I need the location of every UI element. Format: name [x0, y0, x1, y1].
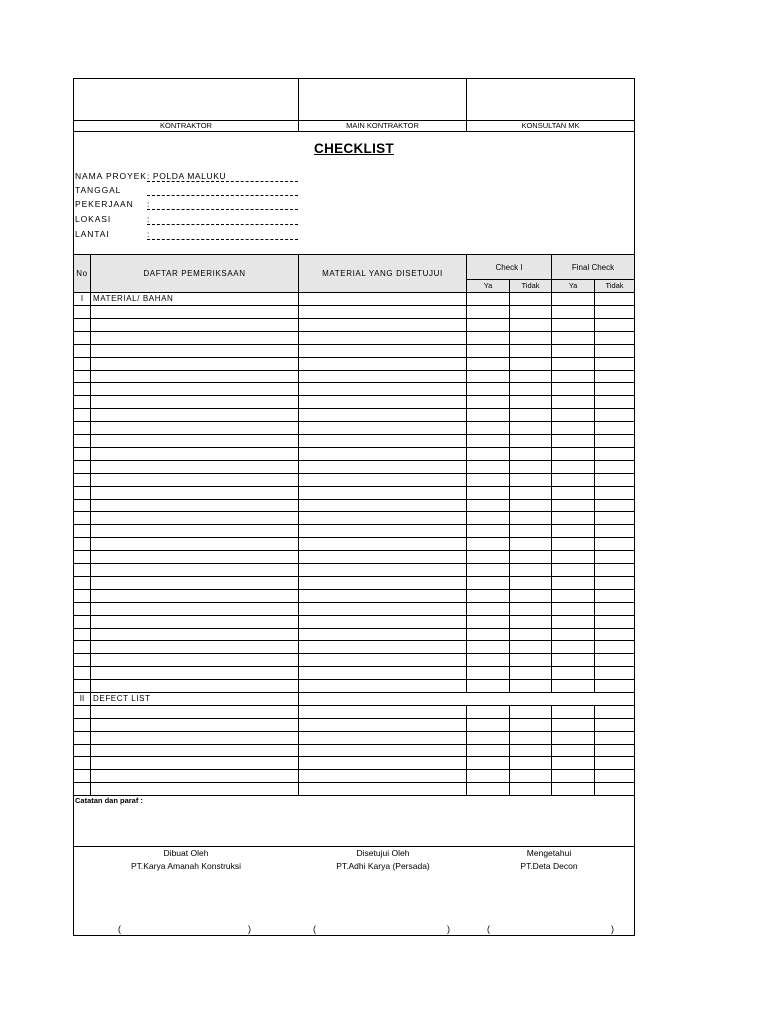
grid-line: [74, 318, 634, 319]
section-label-material: MATERIAL/ BAHAN: [93, 294, 174, 303]
grid-line: [74, 460, 634, 461]
info-label-lantai: LANTAI: [75, 229, 110, 239]
signature-block-mengetahui: [474, 847, 624, 873]
grid-line: [74, 447, 634, 448]
grid-line: [551, 254, 552, 692]
signature-block-disetujui: [283, 847, 483, 873]
grid-line: [509, 705, 510, 795]
section-number-material: I: [80, 294, 84, 303]
grid-line: [74, 395, 634, 396]
grid-line: [466, 705, 467, 795]
column-header-final-check: Final Check: [571, 262, 615, 272]
checklist-sheet: [73, 78, 635, 936]
subheader-check-i-ya: Ya: [483, 281, 493, 290]
column-header-no: No: [76, 269, 88, 278]
grid-line: [74, 576, 634, 577]
grid-line: [74, 382, 634, 383]
grid-line: [74, 679, 634, 680]
grid-line: [74, 408, 634, 409]
grid-line: [74, 486, 634, 487]
signature-open-paren-1: (: [118, 924, 121, 934]
signature-close-paren-1: ): [248, 924, 251, 934]
header-label-main-kontraktor: MAIN KONTRAKTOR: [346, 121, 419, 130]
grid-line: [74, 331, 634, 332]
signature-open-paren-3: (: [487, 924, 490, 934]
signature-role: Dibuat Oleh: [163, 848, 209, 858]
grid-line: [74, 473, 634, 474]
page-title: CHECKLIST: [314, 141, 394, 156]
signature-open-paren-2: (: [313, 924, 316, 934]
grid-line: [509, 279, 510, 692]
grid-line: [74, 756, 634, 757]
column-header-check-i: Check I: [495, 262, 523, 272]
grid-line: [74, 550, 634, 551]
grid-line: [551, 705, 552, 795]
grid-line: [74, 589, 634, 590]
header-label-konsultan-mk: KONSULTAN MK: [521, 121, 580, 130]
divider: [74, 131, 634, 132]
grid-line: [74, 421, 634, 422]
grid-line: [74, 511, 634, 512]
grid-line: [74, 705, 634, 706]
info-label-pekerjaan: PEKERJAAN: [75, 199, 134, 209]
grid-line: [74, 344, 634, 345]
signature-company: PT.Adhi Karya (Persada): [336, 861, 430, 871]
signature-role: Disetujui Oleh: [356, 848, 410, 858]
grid-line: [74, 666, 634, 667]
grid-line: [298, 254, 299, 795]
grid-line: [74, 537, 634, 538]
grid-line: [74, 524, 634, 525]
grid-line: [74, 795, 634, 796]
grid-line: [74, 499, 634, 500]
section-number-defect: II: [79, 694, 85, 703]
grid-line: [74, 434, 634, 435]
grid-line: [594, 705, 595, 795]
signature-close-paren-3: ): [611, 924, 614, 934]
info-label-tanggal: TANGGAL: [75, 185, 122, 195]
signature-close-paren-2: ): [447, 924, 450, 934]
subheader-check-i-tidak: Tidak: [521, 281, 540, 290]
grid-line: [74, 653, 634, 654]
grid-line: [74, 769, 634, 770]
grid-line: [466, 254, 467, 692]
notes-label: Catatan dan paraf :: [75, 796, 143, 805]
grid-line: [74, 782, 634, 783]
grid-line: [74, 692, 634, 693]
column-header-daftar-pemeriksaan: DAFTAR PEMERIKSAAN: [143, 269, 246, 278]
grid-line: [594, 279, 595, 692]
grid-line: [74, 731, 634, 732]
info-value-nama-proyek[interactable]: : POLDA MALUKU: [147, 171, 298, 182]
info-value-lokasi[interactable]: :: [147, 214, 298, 225]
info-label-lokasi: LOKASI: [75, 214, 112, 224]
info-value-tanggal[interactable]: [147, 185, 298, 196]
grid-line: [74, 305, 634, 306]
grid-line: [74, 563, 634, 564]
divider: [74, 292, 634, 293]
signature-company: PT.Karya Amanah Konstruksi: [130, 861, 242, 871]
grid-line: [90, 254, 91, 795]
grid-line: [74, 640, 634, 641]
header-label-kontraktor: KONTRAKTOR: [160, 121, 212, 130]
grid-line: [74, 615, 634, 616]
grid-line: [74, 718, 634, 719]
signature-role: Mengetahui: [526, 848, 572, 858]
subheader-final-tidak: Tidak: [605, 281, 624, 290]
column-header-material: MATERIAL YANG DISETUJUI: [322, 269, 443, 278]
grid-line: [74, 602, 634, 603]
grid-line: [74, 370, 634, 371]
info-label-nama-proyek: NAMA PROYEK: [75, 171, 147, 181]
signature-company: PT.Deta Decon: [520, 861, 578, 871]
grid-line: [74, 628, 634, 629]
info-value-lantai[interactable]: :: [147, 229, 298, 240]
grid-line: [74, 744, 634, 745]
signature-block-dibuat: [74, 847, 298, 873]
info-value-pekerjaan[interactable]: :: [147, 199, 298, 210]
subheader-final-ya: Ya: [568, 281, 578, 290]
grid-line: [74, 357, 634, 358]
section-label-defect: DEFECT LIST: [93, 694, 151, 703]
